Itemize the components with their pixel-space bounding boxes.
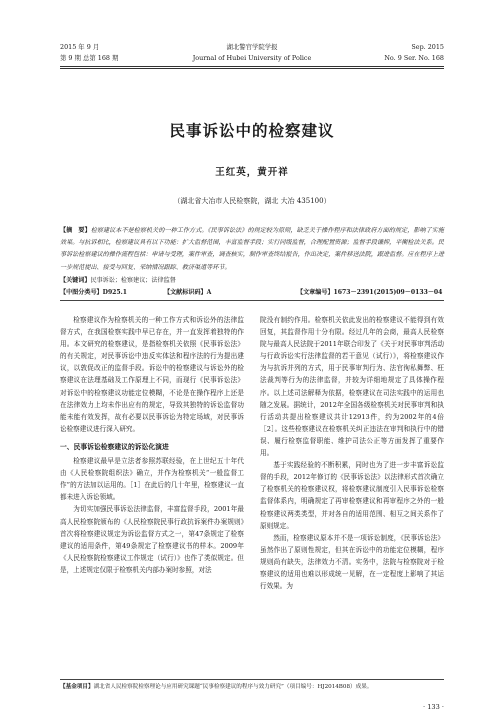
body-paragraph: 检察建议最早是立法者参照苏联经验，在上世纪五十年代由《人民检察院组织法》确立，并作为检察机关“一般监督工作”的方法加以运用的。［1］在此后的几十年里，检察建议一直都未进入诉讼领域。	[60, 457, 244, 502]
funding-text: 湖北省人民检察院检察理论与应用研究课题“民事检察建议的程序与效力研究”（项目编号：HJ2014B08）成果。	[93, 684, 373, 690]
header-issue: 第 9 期 总第 168 期	[60, 54, 119, 62]
body-paragraph: 然而，检察建议原本并不是一项诉讼制度，《民事诉讼法》虽然作出了原则性规定，但其在诉讼中的功能定位模糊，程序规则尚有缺失，法律效力不清。实务中，法院与检察院对于检察建议的适用也难以形成统一见解，在一定程度上影响了其运行效果。为	[260, 533, 444, 591]
body-paragraph: 为切实加强民事诉讼法律监督，丰富监督手段，2001年最高人民检察院颁布的《人民检察院民事行政抗诉案件办案规则》首次将检察建议规定为诉讼监督方式之一，第47条规定了检察建议的适用条件，第49条规定了检察建议书的样本。2009年《人民检察院检察建议工作规定（试行）》也作了类似规定。但是，上述规定仅限于检察机关内部办案时参照，对法	[60, 505, 244, 574]
keywords-text: 民事诉讼；检察建议；法律监督	[90, 277, 176, 284]
header-rule	[60, 66, 444, 67]
header-date: 2015 年 9 月	[60, 43, 100, 51]
article-authors: 王红英，黄开祥	[215, 167, 289, 178]
journal-name-cn: 湖北警官学院学报	[226, 43, 278, 51]
header-right	[384, 42, 444, 64]
keywords-label: 【关键词】	[60, 277, 91, 284]
abstract	[60, 225, 444, 274]
funding-label: 【基金项目】	[60, 684, 94, 690]
codes-divider	[60, 300, 444, 301]
body-paragraph: 检察建议作为检察机关的一种工作方式和诉讼外的法律监督方式，在我国检察实践中早已存在，并一直发挥着独特的作用。本文研究的检察建议，是指检察机关依照《民事诉讼法》的有关规定，对民事诉讼中违反实体法和程序法的行为提出建议，以敦促改正的监督手段。诉讼中的检察建议与诉讼外的检察建议在法理基础及工作原理上不同，而现行《民事诉讼法》对诉讼中的检察建议功能定位模糊，不论是在操作程序上还是在法律效力上均未作出应有的规定，导致其独特的诉讼监督功能未能有效发挥，故有必要以民事诉讼为特定场域，对民事诉讼检察建议进行深入研究。	[60, 316, 244, 433]
document-code: 【文献标识码】A	[164, 289, 212, 296]
page-number: · 133 ·	[423, 703, 444, 711]
abstract-label: 【摘 要】	[60, 227, 91, 234]
running-header	[60, 42, 444, 74]
header-issue-en: No. 9 Ser. No. 168	[384, 54, 444, 62]
header-rule-thin	[60, 68, 444, 69]
body-paragraph: 基于实践经验的不断积累，同时也为了进一步丰富诉讼监督的手段，2012年修订的《民事诉讼法》以法律形式首次确立了检察机关的检察建议权，将检察建议制度引入民事诉讼检察监督体系内，明确规定了再审检察建议和再审程序之外的一般检察建议两类类型，并对各自的适用范围、相互之间关系作了原则规定。	[260, 461, 444, 530]
body-column-left	[60, 314, 244, 576]
abstract-text: 检察建议本不是检察机关的一种工作方式。《民事诉讼法》的规定较为原则，缺乏关于操作程序和法律政府方面的规定，影响了实施效果。与抗诉相比，检察建议具有以下功能：扩大监督范围，丰富监督手段；实行同级监督，合理配置资源；监督手段谦抑，平衡检法关系。民事诉讼检察建议的操作流程包括：申请与受理，案件审查，调查核实，制作审查终结报告，作出决定，案件移送法院，跟进监督。应在程序上进一步规范提出、接受与回复、采纳情况跟踪、救济渠道等环节。	[60, 227, 445, 271]
article-title: 民事诉讼中的检察建议	[169, 122, 335, 140]
clc-code: 【中图分类号】D925.1	[60, 289, 128, 296]
classification-codes	[60, 287, 444, 298]
article-number: 【文章编号】1673－2391(2015)09－0133－04	[297, 289, 443, 296]
author-affiliation: （湖北省大冶市人民检察院，湖北 大冶 435100）	[173, 197, 331, 205]
funding-note	[60, 683, 444, 692]
keywords	[60, 275, 444, 286]
section-heading: 一、民事诉讼检察建议的诉讼化演进	[60, 442, 169, 451]
body-paragraph: 院没有制约作用。检察机关依此发出的检察建议不能得到有效回复，其监督作用十分有限。经过几年的会商，最高人民检察院与最高人民法院于2011年联合印发了《关于对民事审判活动与行政诉讼实行法律监督的若干意见（试行）》，将检察建议作为与抗诉并列的方式，用于民事审判行为、法官徇私舞弊、枉法裁判等行为的法律监督，并较为详细地规定了具体操作程序。以上述司法解释为依据，检察建议在司法实践中的运用也随之发展。据统计，2012年全国各级检察机关对民事审判和执行活动共提出检察建议共计12913件，约为2002年的4倍［2］。这些检察建议在检察机关纠正违法在审判和执行中的错误、履行检察监督职能、维护司法公正等方面发挥了重要作用。	[260, 316, 444, 458]
footnote-divider	[60, 679, 444, 680]
header-date-en: Sep. 2015	[411, 43, 444, 51]
body-column-right	[260, 314, 444, 592]
journal-name-en: Journal of Hubei University of Police	[192, 54, 312, 62]
